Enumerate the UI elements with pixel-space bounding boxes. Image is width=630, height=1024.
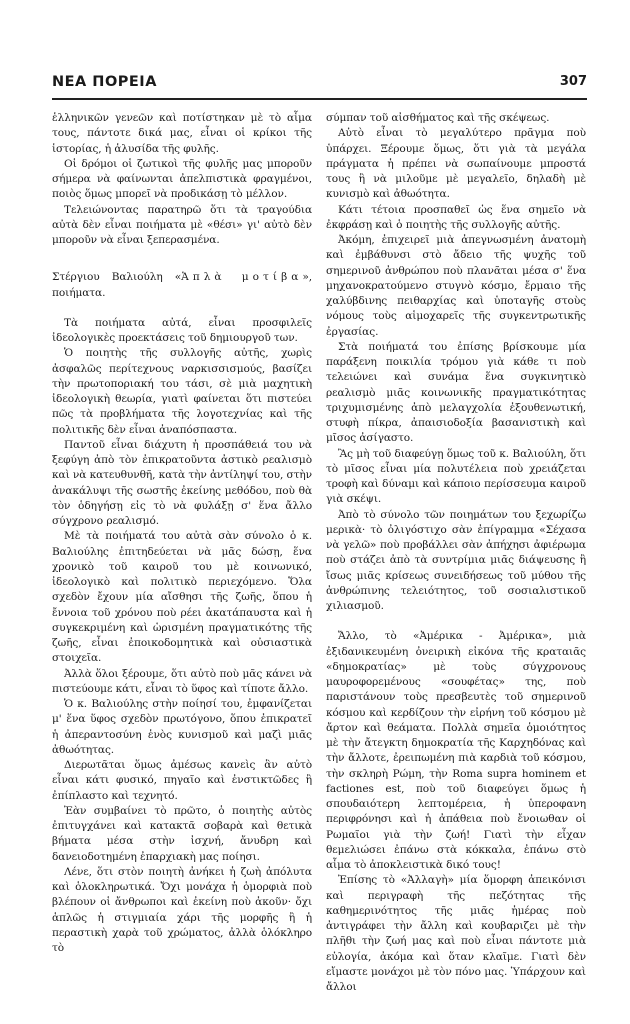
page-header	[52, 74, 587, 96]
paragraph: σύμπαν τοῦ αἰσθήματος καὶ τῆς σκέψεως.	[326, 112, 550, 124]
paragraph: Ἀκόμη, ἐπιχειρεῖ μιὰ ἀπεγνωσμένη ἀνατομὴ καὶ ἐμβάθυνσι στὸ ἄδειο τῆς ψυχῆς τοῦ σημερινοῦ ἀνθρώπου ποὺ πλανᾶται μέσα σ' ἕνα μηχανοκρατούμενο στυγνὸ κόσμο, ἔρμαιο τῆς χαλύβδινης πειθαρχίας καὶ ὑποταγῆς στοὺς νόμους τοὺς αἱμοχαρεῖς τῆς συγκεντρωτικῆς ἐργασίας.	[326, 234, 586, 338]
left-column	[52, 111, 312, 956]
page-number: 307	[559, 74, 587, 89]
review-heading	[52, 270, 312, 301]
section-gap	[52, 301, 312, 316]
paragraph: Λένε, ὅτι στὸν ποιητὴ ἀνήκει ἡ ζωὴ ἀπόλυτα καὶ ὁλοκληρωτικά. Ὄχι μονάχα ἡ ὁμορφιὰ ποὺ βλέπουν οἱ ἄνθρωποι καὶ ἐκείνη ποὺ ἀκοῦν· ὄχι ἁπλῶς ἡ στιγμιαία χάρι τῆς μορφῆς ἢ ἡ περαστικὴ χαρὰ τοῦ χρώματος, ἀλλὰ ὁλόκληρο τὸ	[52, 865, 312, 954]
paragraph: Διερωτᾶται ὅμως ἀμέσως κανεὶς ἂν αὐτὸ εἶναι κάτι φυσικό, πηγαῖο καὶ ἐνστικτῶδες ἢ ἐπίπλαστο καὶ τεχνητό.	[52, 759, 312, 802]
review-title: Ἁπλὰ μοτίβα	[181, 271, 303, 284]
paragraph: Κάτι τέτοια προσπαθεῖ ὡς ἕνα σημεῖο νὰ ἐκφράσῃ καὶ ὁ ποιητὴς τῆς συλλογῆς αὐτῆς.	[326, 203, 586, 231]
paragraph: Ὁ ποιητὴς τῆς συλλογῆς αὐτῆς, χωρὶς ἀσφαλῶς περίτεχνους ναρκισσισμούς, βασίζει τὴν πρωτοποριακή του τάσι, σὲ μιὰ μαχητικὴ ἰδεολογικὴ θεωρία, γιατὶ φαίνεται ὅτι πιστεύει πῶς τὰ προβλήματα τῆς λογοτεχνίας καὶ τῆς πολιτικῆς δὲν εἶναι ἀναπόσπαστα.	[52, 347, 312, 436]
journal-title: ΝΕΑ ΠΟΡΕΙΑ	[52, 74, 157, 90]
paragraph: Παντοῦ εἶναι διάχυτη ἡ προσπάθειά του νὰ ξεφύγη ἀπὸ τὸν ἐπικρατοῦντα ἀστικὸ ρεαλισμὸ καὶ νὰ κατευθυνθῆ, κατὰ τὴν ἀντίληψί του, στὴν ἀνακάλυψι τῆς σωστῆς ἐκείνης μεθόδου, ποὺ θὰ τὸν ὁδηγήσῃ εἰς τὸ νὰ φυλάξῃ σ' ἕνα ἄλλο σύγχρονο ρεαλισμό.	[52, 438, 312, 527]
paragraph: Ἀλλὰ ὅλοι ξέρουμε, ὅτι αὐτὸ ποὺ μᾶς κάνει νὰ πιστεύουμε κάτι, εἶναι τὸ ὕφος καὶ τίποτε ἄλλο.	[52, 667, 312, 695]
section-gap	[326, 614, 586, 629]
paragraph: Ἄλλο, τὸ «Ἀμέρικα - Ἀμέρικα», μιὰ ἐξιδανικευμένη ὀνειρικὴ εἰκόνα τῆς κραταιᾶς «δημοκρατίας» μὲ τοὺς σύγχρονους μαυροφορεμένους «σουφέτας» της, ποὺ παριστάνουν τοὺς πρεσβευτὲς τοῦ σημερινοῦ κόσμου καὶ κερδίζουν τὴν εἰρήνη τοῦ κόσμου μὲ ἄρτον καὶ θεάματα. Πολλὰ σημεῖα ὁμοιότητος μὲ τὴν ἄτεγκτη δημοκρατία τῆς Καρχηδόνας καὶ τὴν ἄλλοτε, ἐρειπωμένη πιὰ καρδιὰ τοῦ κόσμου, τὴν σκληρὴ Ρώμη, τὴν Roma supra hominem et factiones est, ποὺ τοῦ διαφεύγει ὅμως ἡ σπουδαιότερη λεπτομέρεια, ἡ ὑπεροφανη περιφρόνησι καὶ ἡ ἀπάθεια ποὺ ἔνοιωθαν οἱ Ρωμαῖοι γιὰ τὴν ζωή! Γιατὶ τὴν εἶχαν θεμελιώσει ἐπάνω στὰ κόκκαλα, ἐπάνω στὸ αἷμα τὸ ἀποκλειστικὰ δικό τους!	[326, 630, 586, 871]
paragraph: Ὁ κ. Βαλιούλης στὴν ποίησί του, ἐμφανίζεται μ' ἕνα ὕφος σχεδὸν πρωτόγονο, ὅπου ἐπικρατεῖ ἡ ἀπεραντοσύνη ἑνὸς κυνισμοῦ καὶ μαζὶ μιᾶς ἀθωότητας.	[52, 698, 312, 756]
header-rule	[52, 98, 587, 100]
right-column	[326, 111, 586, 995]
paragraph: Ἐὰν συμβαίνει τὸ πρῶτο, ὁ ποιητὴς αὐτὸς ἐπιτυγχάνει καὶ κατακτᾶ σοβαρὰ καὶ θετικὰ βήματα μέσα στὴν ἰσχνή, ἄνυδρη καὶ δανειοδοτημένη ἐπαρχιακὴ μας ποίησι.	[52, 804, 312, 863]
paragraph: Ἐπίσης τὸ «Ἀλλαγὴ» μία ὅμορφη ἀπεικόνισι καὶ περιγραφὴ τῆς πεζότητας τῆς καθημερινότητος τῆς μιᾶς ἡμέρας ποὺ ἀντιγράφει τὴν ἄλλη καὶ κουβαριζει μὲ τὴν πλῆθι τὴν ζωή μας καὶ ποὺ εἶναι πάντοτε μιὰ εὐλογία, ἀκόμα καὶ ὅταν κλαῖμε. Γιατὶ δὲν εἴμαστε μονάχοι μὲ τὸν πόνο μας. Ὑπάρχουν καὶ ἄλλοι	[326, 874, 586, 993]
paragraph: ἑλληνικῶν γενεῶν καὶ ποτίστηκαν μὲ τὸ αἷμα τους, πάντοτε δικά μας, εἶναι οἱ κρίκοι τῆς ἱστορίας, ἡ ἁλυσίδα τῆς φυλῆς.	[52, 112, 312, 155]
paragraph: Οἱ δρόμοι οἱ ζωτικοὶ τῆς φυλῆς μας μποροῦν σήμερα νὰ φαίνωνται ἀπελπιστικὰ φραγμένοι, ποιὸς ὅμως μπορεῖ νὰ προδικάσῃ τὸ μέλλον.	[52, 157, 312, 201]
paragraph: Αὐτὸ εἶναι τὸ μεγαλύτερο πρᾶγμα ποὺ ὑπάρχει. Ξέρουμε ὅμως, ὅτι γιὰ τὰ μεγάλα πράγματα ἡ πρέπει νὰ σωπαίνουμε μπροστά τους ἢ νὰ μιλοῦμε μὲ μεγαλεῖο, δηλαδὴ μὲ κυνισμὸ καὶ ἀθωότητα.	[326, 127, 586, 201]
paragraph: Τελειώνοντας παρατηρῶ ὅτι τὰ τραγούδια αὐτὰ δὲν εἶναι ποιήματα μὲ «θέσι» γι' αὐτὸ δὲν μποροῦν νὰ εἶναι ξεπερασμένα.	[52, 203, 312, 246]
paragraph: Μὲ τὰ ποιήματά του αὐτὰ σὰν σύνολο ὁ κ. Βαλιούλης ἐπιτηδεύεται νὰ μᾶς δώσῃ, ἕνα χρονικὸ τοῦ καιροῦ του μὲ κοινωνικό, ἰδεολογικὸ καὶ πολιτικὸ περιεχόμενο. Ὅλα σχεδὸν ἔχουν μία αἴσθησι τῆς ζωῆς, ὅπου ἡ ἔννοια τοῦ χρόνου ποὺ ρέει ἀκατάπαυστα καὶ ἡ συγκεκριμένη καὶ ὡρισμένη πραγματικότης τῆς ζωῆς, εἶναι ἐποικοδομητικὰ καὶ οὐσιαστικὰ στοιχεῖα.	[52, 530, 312, 665]
review-author: Στέργιου Βαλιούλη «	[52, 271, 182, 284]
paragraph: Τὰ ποιήματα αὐτά, εἶναι προσφιλεῖς ἰδεολογικὲς προεκτάσεις τοῦ δημιουργοῦ των.	[52, 316, 312, 344]
paragraph: Ἂς μὴ τοῦ διαφεύγῃ ὅμως τοῦ κ. Βαλιούλη, ὅτι τὸ μῖσος εἶναι μία πολυτέλεια ποὺ χρειάζεται τροφὴ καὶ δύναμι καὶ κάποιο περίσσευμα καιροῦ γιὰ σκέψι.	[326, 447, 586, 506]
paragraph: Ἀπὸ τὸ σύνολο τῶν ποιημάτων του ξεχωρίζω μερικὰ· τὸ ὀλιγόστιχο σὰν ἐπίγραμμα «Σέχασα νὰ γελῶ» ποὺ προβάλλει σὰν ἀπήχησι ἀφιέρωμα ποὺ στάζει ἀπὸ τὰ συντρίμια μιᾶς διάψευσης ἢ ἴσως μιᾶς κρίσεως συνειδήσεως τοῦ μύθου τῆς ἀνθρώπινης τελειότητος, τοῦ σοσιαλιστικοῦ χιλιασμοῦ.	[326, 508, 586, 612]
section-gap	[52, 248, 312, 270]
review-suffix: », ποιήματα.	[52, 271, 313, 299]
paragraph: Στὰ ποιήματά του ἐπίσης βρίσκουμε μία παράξενη ποικιλία τρόμου γιὰ κάθε τι ποὺ τελειώνει καὶ συνάμα ἕνα συγκινητικὸ ρεαλισμὸ μιᾶς κοινωνικῆς πραγματικότητας τριχυμισμένης ἀπὸ μελαγχολία ἐξουθενωτική, στυφὴ πίκρα, ἀπαισιοδοξία βασανιστικὴ καὶ μῖσος ἀσίγαστο.	[326, 340, 586, 445]
